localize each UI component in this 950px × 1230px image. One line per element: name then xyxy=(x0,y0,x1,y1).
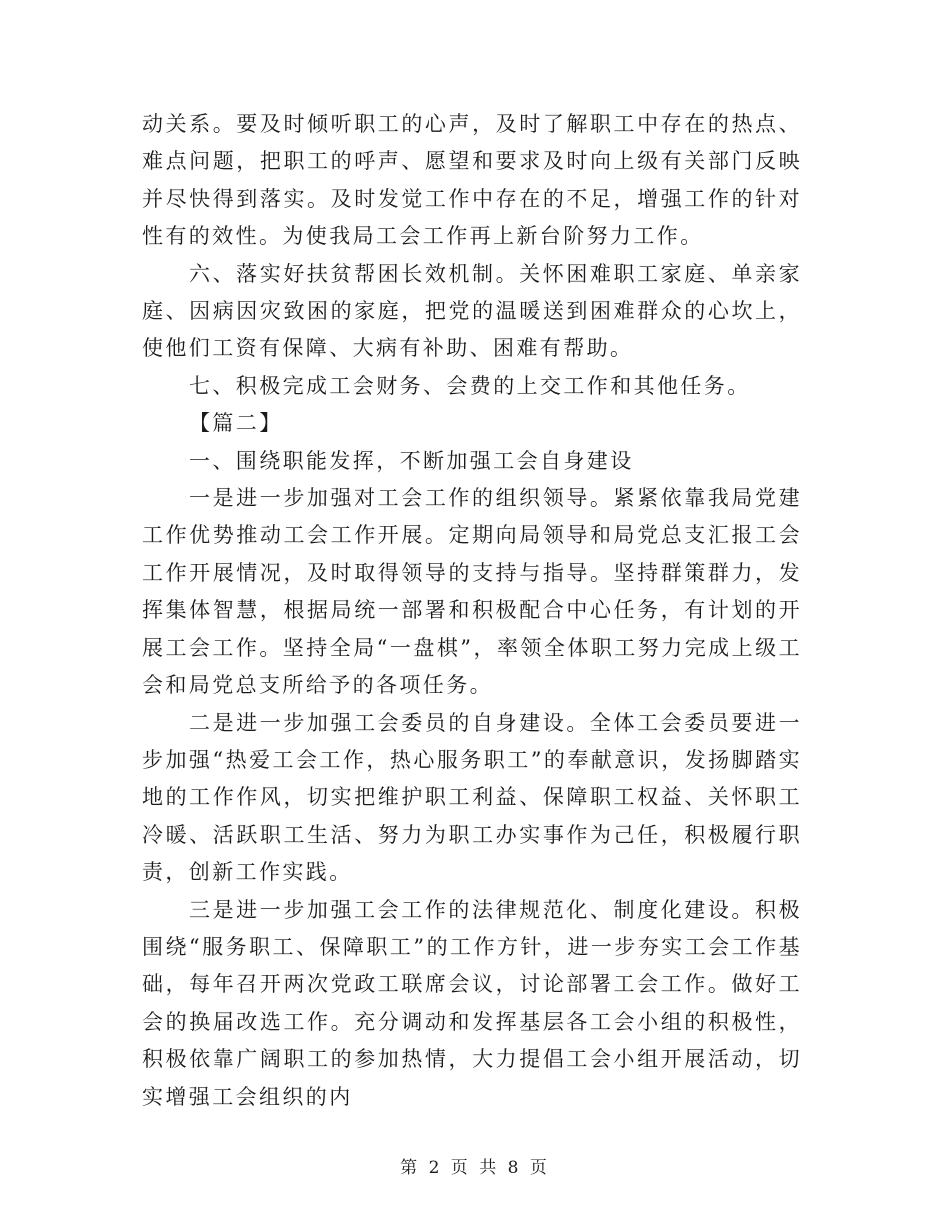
paragraph-point-one: 一是进一步加强对工会工作的组织领导。紧紧依靠我局党建工作优势推动工会工作开展。定期向局领导和局党总支汇报工会工作开展情况，及时取得领导的支持与指导。坚持群策群力，发挥集体智慧，根据局统一部署和积极配合中心任务，有计划的开展工会工作。坚持全局“一盘棋”，率领全体职工努力完成上级工会和局党总支所给予的各项任务。 xyxy=(142,486,802,698)
section-heading-part-two: 【篇二】 xyxy=(189,411,283,436)
paragraph-item-six: 六、落实好扶贫帮困长效机制。关怀困难职工家庭、单亲家庭、因病因灾致困的家庭，把党的温暖送到困难群众的心坎上，使他们工资有保障、大病有补助、困难有帮助。 xyxy=(142,261,802,361)
page-number-footer: 第 2 页 共 8 页 xyxy=(400,1158,550,1178)
subheading-one: 一、围绕职能发挥，不断加强工会自身建设 xyxy=(189,448,634,473)
paragraph-continuation: 动关系。要及时倾听职工的心声，及时了解职工中存在的热点、难点问题，把职工的呼声、愿望和要求及时向上级有关部门反映并尽快得到落实。及时发觉工作中存在的不足，增强工作的针对性有的效性。为使我局工会工作再上新台阶努力工作。 xyxy=(142,112,802,249)
paragraph-item-seven: 七、积极完成工会财务、会费的上交工作和其他任务。 xyxy=(189,373,751,398)
paragraph-point-three: 三是进一步加强工会工作的法律规范化、制度化建设。积极围绕“服务职工、保障职工”的工作方针，进一步夯实工会工作基础，每年召开两次党政工联席会议，讨论部署工会工作。做好工会的换届改选工作。充分调动和发挥基层各工会小组的积极性，积极依靠广阔职工的参加热情，大力提倡工会小组开展活动，切实增强工会组织的内 xyxy=(142,897,802,1109)
document-body xyxy=(142,106,802,1116)
paragraph-point-two: 二是进一步加强工会委员的自身建设。全体工会委员要进一步加强“热爱工会工作，热心服务职工”的奉献意识，发扬脚踏实地的工作作风，切实把维护职工利益、保障职工权益、关怀职工冷暖、活跃职工生活、努力为职工办实事作为己任，积极履行职责，创新工作实践。 xyxy=(142,710,802,885)
